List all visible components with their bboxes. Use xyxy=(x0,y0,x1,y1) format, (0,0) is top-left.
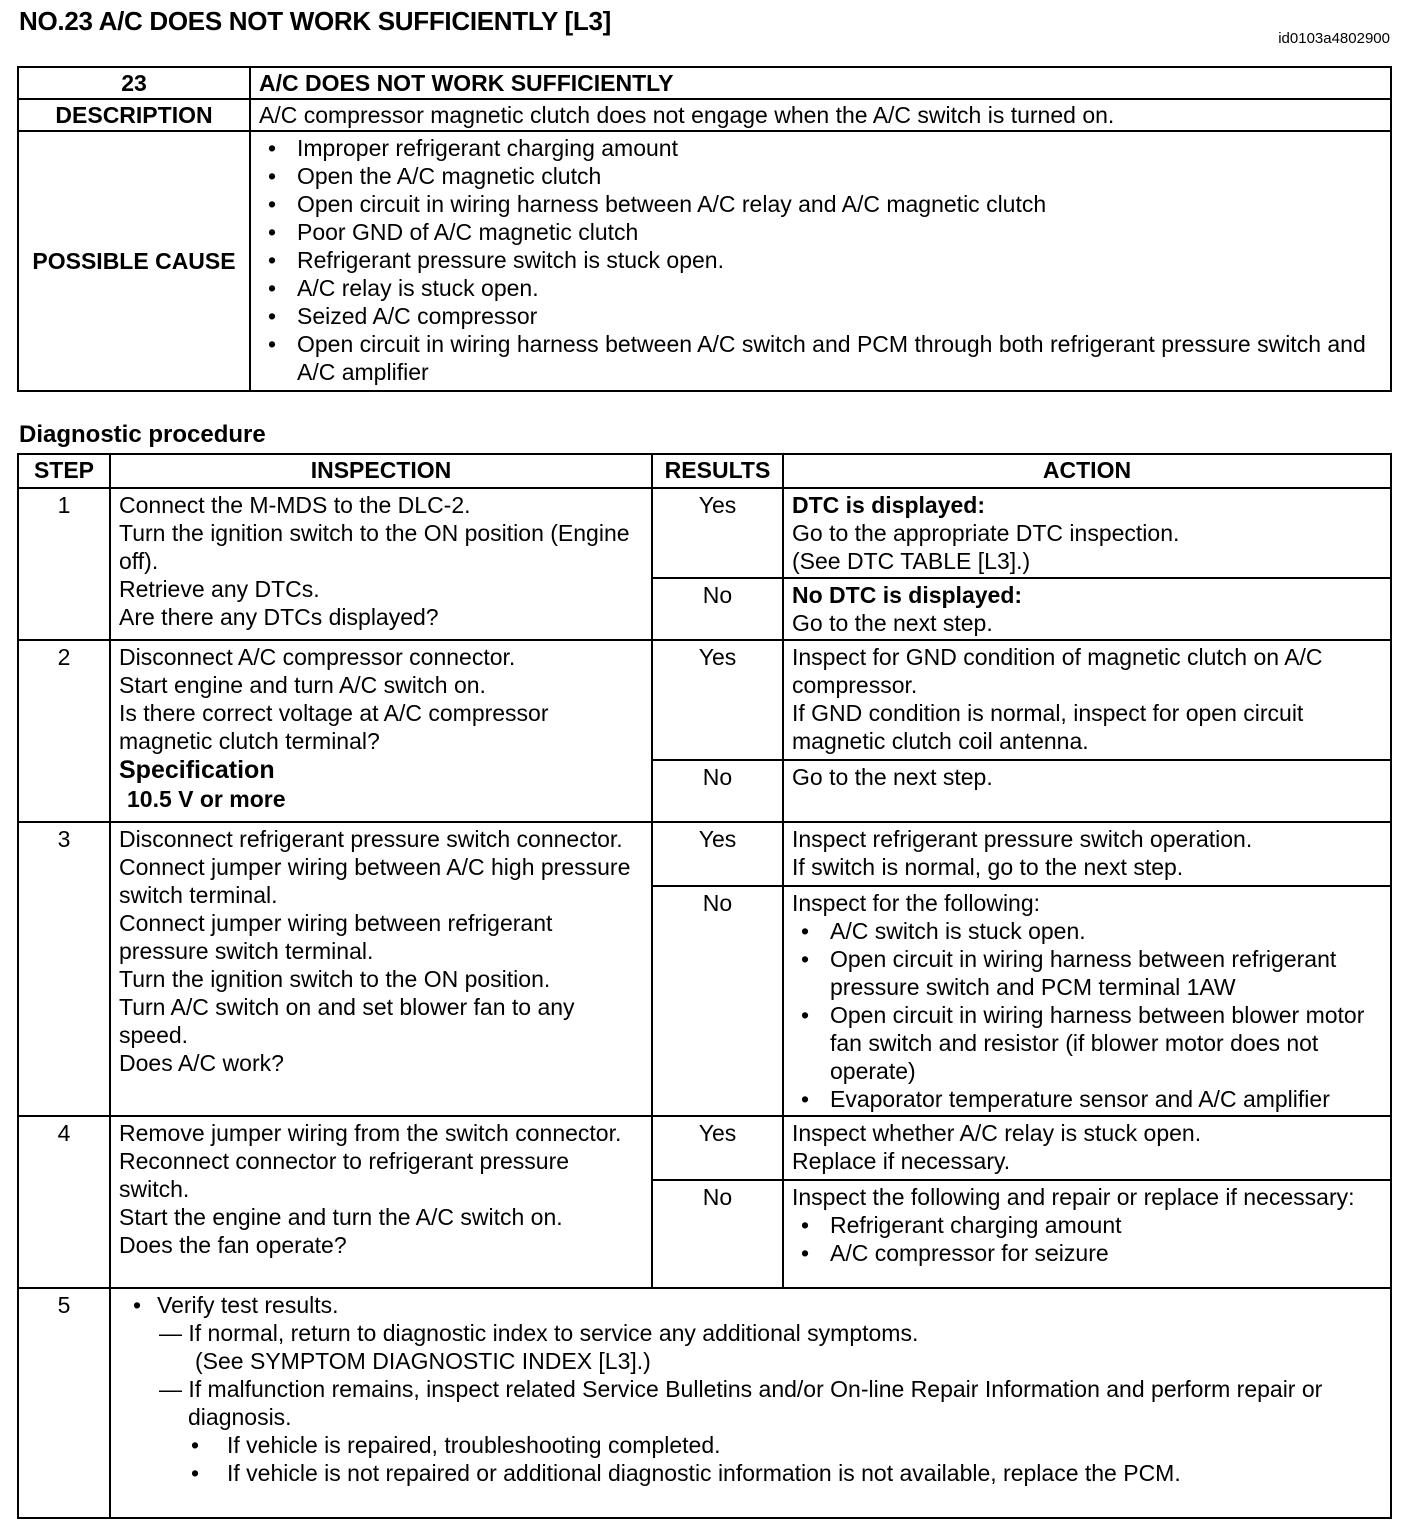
inspection-line: Start the engine and turn the A/C switch on. xyxy=(119,1204,563,1230)
list-item: • A/C relay is stuck open. xyxy=(259,274,1382,302)
action-no xyxy=(783,578,1391,640)
result-yes: Yes xyxy=(652,640,783,760)
inspection-line: Start engine and turn A/C switch on. xyxy=(119,672,486,698)
list-item: • Poor GND of A/C magnetic clutch xyxy=(259,218,1382,246)
repaired-line: • If vehicle is repaired, troubleshooting completed. xyxy=(191,1432,721,1458)
list-item: • Open circuit in wiring harness between refrigerant pressure switch and PCM terminal 1AW xyxy=(792,945,1382,1001)
list-item: • A/C compressor for seizure xyxy=(792,1239,1382,1267)
inspection-line: Retrieve any DTCs. xyxy=(119,576,320,602)
step5-content xyxy=(110,1288,1391,1518)
header-step: STEP xyxy=(18,454,110,488)
section-title: Diagnostic procedure xyxy=(19,421,266,448)
action-heading: DTC is displayed: xyxy=(792,492,985,518)
inspection-line: Are there any DTCs displayed? xyxy=(119,604,439,630)
action-line: (See DTC TABLE [L3].) xyxy=(792,548,1031,574)
inspection-line: Is there correct voltage at A/C compressor magnetic clutch terminal? xyxy=(119,700,549,754)
action-no xyxy=(783,1180,1391,1288)
step-number: 5 xyxy=(18,1288,110,1518)
inspection-line: Connect jumper wiring between refrigerant pressure switch terminal. xyxy=(119,910,553,964)
action-line: Inspect whether A/C relay is stuck open. xyxy=(792,1120,1202,1146)
list-item: • Open circuit in wiring harness between A/C switch and PCM through both refrigerant pressure switch and A/C amplifier xyxy=(259,330,1382,386)
list-item: • Open the A/C magnetic clutch xyxy=(259,162,1382,190)
action-line: If GND condition is normal, inspect for open circuit magnetic clutch coil antenna. xyxy=(792,700,1304,754)
malfunction-line: — If malfunction remains, inspect related Service Bulletins and/or On-line Repair Information and perform repair or diagnosis. xyxy=(159,1376,1323,1430)
action-yes xyxy=(783,640,1391,760)
inspection-line: Does the fan operate? xyxy=(119,1232,347,1258)
action-line: Inspect for the following: xyxy=(792,890,1041,916)
step-inspection xyxy=(110,1116,652,1288)
verify-line: • Verify test results. xyxy=(133,1292,339,1318)
table-row xyxy=(18,822,1391,886)
inspection-line: Turn the ignition switch to the ON position (Engine off). xyxy=(119,520,630,574)
action-no: Go to the next step. xyxy=(783,760,1391,822)
table-row xyxy=(18,1116,1391,1180)
not-repaired-line: • If vehicle is not repaired or additional diagnostic information is not available, replace the PCM. xyxy=(191,1460,1181,1486)
result-no: No xyxy=(652,578,783,640)
inspection-line: Remove jumper wiring from the switch connector. xyxy=(119,1120,622,1146)
result-no: No xyxy=(652,1180,783,1288)
action-no xyxy=(783,886,1391,1116)
action-line: Go to the appropriate DTC inspection. xyxy=(792,520,1180,546)
normal-line: — If normal, return to diagnostic index to service any additional symptoms. xyxy=(159,1320,919,1346)
action-yes xyxy=(783,822,1391,886)
step-number: 4 xyxy=(18,1116,110,1288)
inspection-line: Turn A/C switch on and set blower fan to any speed. xyxy=(119,994,575,1048)
possible-cause-row xyxy=(18,131,1391,391)
possible-cause-label: POSSIBLE CAUSE xyxy=(18,131,250,391)
specification-title: Specification xyxy=(119,756,275,784)
description-text: A/C compressor magnetic clutch does not engage when the A/C switch is turned on. xyxy=(250,99,1391,131)
list-item: • Open circuit in wiring harness between blower motor fan switch and resistor (if blower motor does not operate) xyxy=(792,1001,1382,1085)
table-header-row xyxy=(18,454,1391,488)
page-title: NO.23 A/C DOES NOT WORK SUFFICIENTLY [L3] xyxy=(19,6,612,36)
list-item: • Refrigerant pressure switch is stuck open. xyxy=(259,246,1382,274)
action-line: Replace if necessary. xyxy=(792,1148,1011,1174)
inspection-line: Turn the ignition switch to the ON position. xyxy=(119,966,551,992)
header-results: RESULTS xyxy=(652,454,783,488)
inspection-line: Does A/C work? xyxy=(119,1050,284,1076)
header-action: ACTION xyxy=(783,454,1391,488)
bullet-icon: • xyxy=(191,1432,200,1458)
action-yes xyxy=(783,488,1391,578)
result-yes: Yes xyxy=(652,488,783,578)
list-item: • Improper refrigerant charging amount xyxy=(259,134,1382,162)
result-no: No xyxy=(652,760,783,822)
result-yes: Yes xyxy=(652,822,783,886)
step-inspection xyxy=(110,822,652,1116)
action-line: Go to the next step. xyxy=(792,610,993,636)
list-item: • Open circuit in wiring harness between A/C relay and A/C magnetic clutch xyxy=(259,190,1382,218)
specification-value: 10.5 V or more xyxy=(127,786,286,812)
step-number: 1 xyxy=(18,488,110,640)
action-list xyxy=(792,1211,1382,1267)
step-inspection xyxy=(110,488,652,640)
step-number: 2 xyxy=(18,640,110,822)
inspection-line: Disconnect A/C compressor connector. xyxy=(119,644,516,670)
table-row xyxy=(18,640,1391,760)
symptom-table xyxy=(17,66,1392,392)
list-item: • A/C switch is stuck open. xyxy=(792,917,1382,945)
table-row xyxy=(18,1288,1391,1518)
action-heading: No DTC is displayed: xyxy=(792,582,1023,608)
inspection-line: Connect the M-MDS to the DLC-2. xyxy=(119,492,471,518)
document-id: id0103a4802900 xyxy=(1278,30,1390,47)
action-line: Inspect refrigerant pressure switch operation. xyxy=(792,826,1253,852)
action-list xyxy=(792,917,1382,1113)
possible-cause-cell xyxy=(250,131,1391,391)
possible-cause-list xyxy=(259,134,1382,386)
result-yes: Yes xyxy=(652,1116,783,1180)
step-number: 3 xyxy=(18,822,110,1116)
diagnostic-procedure-table xyxy=(17,453,1392,1519)
inspection-line: Connect jumper wiring between A/C high pressure switch terminal. xyxy=(119,854,631,908)
action-line: If switch is normal, go to the next step. xyxy=(792,854,1184,880)
list-item: • Refrigerant charging amount xyxy=(792,1211,1382,1239)
description-row xyxy=(18,99,1391,131)
action-line: Inspect for GND condition of magnetic clutch on A/C compressor. xyxy=(792,644,1323,698)
symptom-name: A/C DOES NOT WORK SUFFICIENTLY xyxy=(250,67,1391,99)
symptom-header-row xyxy=(18,67,1391,99)
bullet-icon: • xyxy=(133,1292,142,1318)
inspection-line: Reconnect connector to refrigerant pressure switch. xyxy=(119,1148,570,1202)
symptom-number: 23 xyxy=(18,67,250,99)
action-yes xyxy=(783,1116,1391,1180)
normal-reference: (See SYMPTOM DIAGNOSTIC INDEX [L3].) xyxy=(195,1348,651,1374)
list-item: • Seized A/C compressor xyxy=(259,302,1382,330)
description-label: DESCRIPTION xyxy=(18,99,250,131)
action-line: Inspect the following and repair or replace if necessary: xyxy=(792,1184,1355,1210)
step-inspection xyxy=(110,640,652,822)
table-row xyxy=(18,488,1391,578)
header-inspection: INSPECTION xyxy=(110,454,652,488)
result-no: No xyxy=(652,886,783,1116)
inspection-line: Disconnect refrigerant pressure switch connector. xyxy=(119,826,623,852)
list-item: • Evaporator temperature sensor and A/C amplifier xyxy=(792,1085,1382,1113)
bullet-icon: • xyxy=(191,1460,200,1486)
